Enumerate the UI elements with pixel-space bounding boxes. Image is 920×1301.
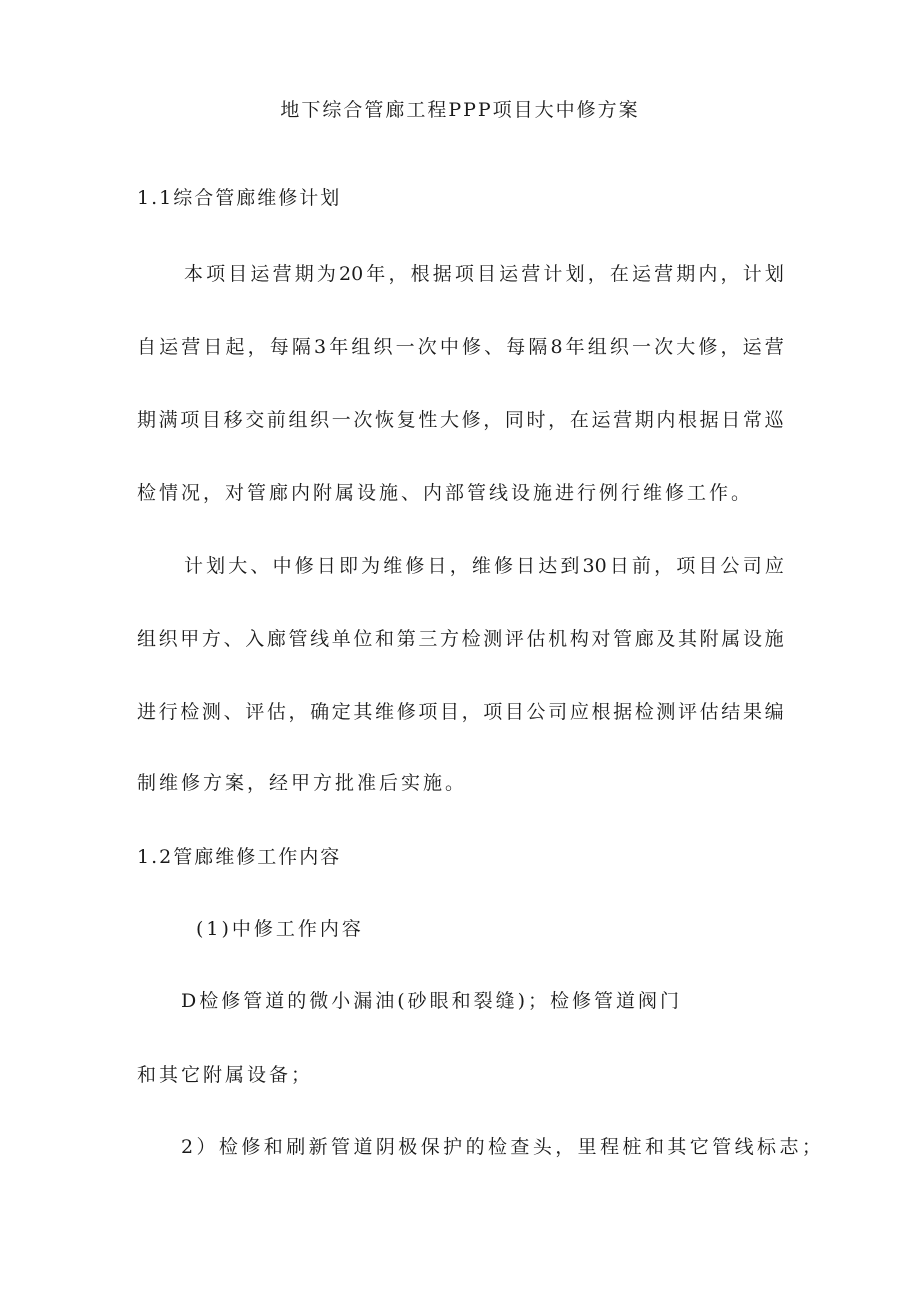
section-heading-1-1: 1.1综合管廊维修计划 xyxy=(137,187,342,209)
subheading-medium-repair: (1)中修工作内容 xyxy=(196,918,364,940)
section-heading-1-2: 1.2管廊维修工作内容 xyxy=(137,846,342,868)
item-1-line-2: 和其它附属设备； xyxy=(137,1064,314,1086)
paragraph-1-line-3: 期 满 项 目 移 交 前 组 织 一 次 恢 复 性 大 修 ， 同 时 ， 在 运 营 期 内 根 据 日 常 巡 xyxy=(137,409,784,431)
document-title: 地下综合管廊工程PPP项目大中修方案 xyxy=(280,99,640,121)
paragraph-2-line-4: 制维修方案，经甲方批准后实施。 xyxy=(137,772,468,794)
paragraph-1-line-4: 检情况，对管廊内附属设施、内部管线设施进行例行维修工作。 xyxy=(137,482,754,504)
paragraph-2-line-3: 进 行 检 测 、 评 估 ， 确 定 其 维 修 项 目 ， 项 目 公 司 应 根 据 检 测 评 估 结 果 编 xyxy=(137,701,784,723)
item-1-line-1: D检修管道的微小漏油(砂眼和裂缝)；检修管道阀门 xyxy=(181,990,683,1012)
paragraph-2-line-1: 计 划 大 、 中 修 日 即 为 维 修 日 ， 维 修 日 达 到 30 日 前 ， 项 目 公 司 应 xyxy=(184,555,784,577)
item-2-line-1: 2 ） 检 修 和 刷 新 管 道 阴 极 保 护 的 检 查 头 ， 里 程 桩 和 其 它 管 线 标 志 ； xyxy=(181,1136,821,1158)
paragraph-2-line-2: 组 织 甲 方 、 入 廊 管 线 单 位 和 第 三 方 检 测 评 估 机 构 对 管 廊 及 其 附 属 设 施 xyxy=(137,628,784,650)
paragraph-1-line-1: 本 项 目 运 营 期 为 20 年 ， 根 据 项 目 运 营 计 划 ， 在 运 营 期 内 ， 计 划 xyxy=(184,263,784,285)
paragraph-1-line-2: 自 运 营 日 起 ， 每 隔 3 年 组 织 一 次 中 修 、 每 隔 8 年 组 织 一 次 大 修 ， 运 营 xyxy=(137,336,784,358)
